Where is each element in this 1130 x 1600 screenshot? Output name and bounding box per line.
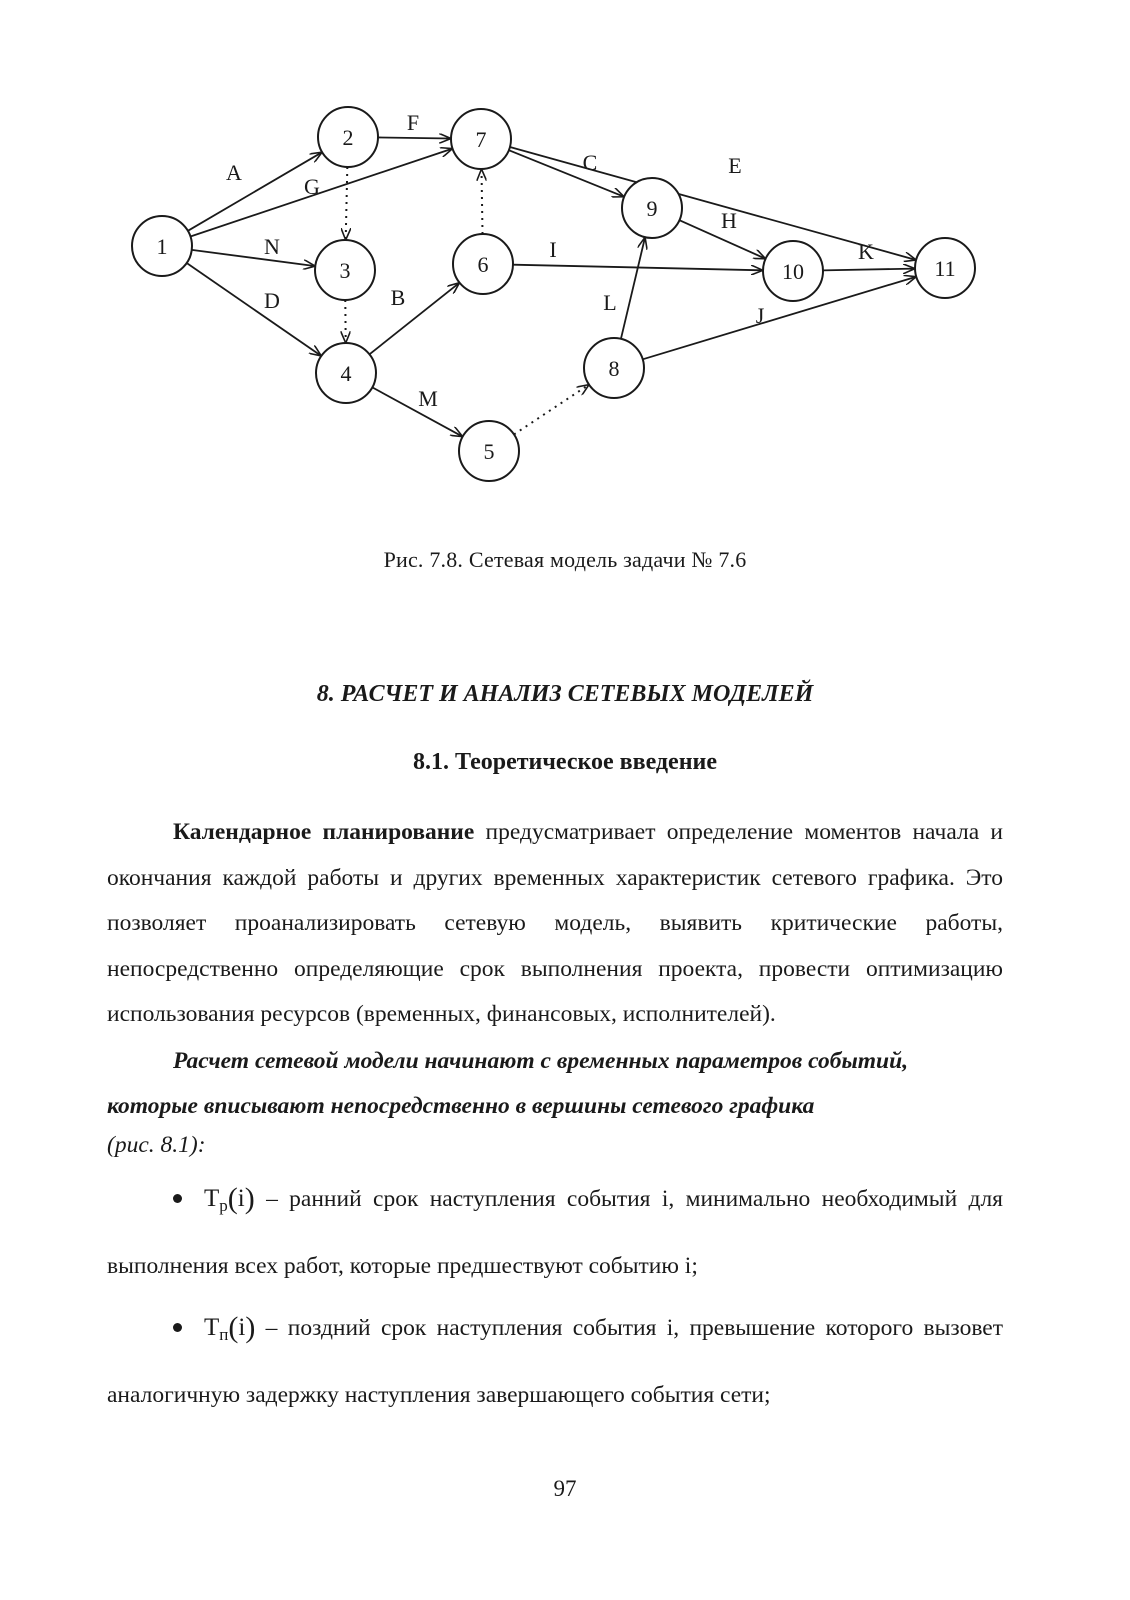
- node-label-2: 2: [342, 125, 354, 150]
- arrow-label-G: G: [304, 174, 320, 199]
- page-number: 97: [553, 1476, 577, 1501]
- paragraph-network-calculation: [107, 1039, 1003, 1161]
- arrow-4-5: [372, 387, 461, 436]
- chapter-title: 8. РАСЧЕТ И АНАЛИЗ СЕТЕВЫХ МОДЕЛЕЙ: [316, 681, 814, 707]
- arrow-label-J: J: [755, 303, 765, 328]
- network-diagram: [0, 0, 1130, 520]
- paragraph-network-calculation-text: Расчет сетевой модели начинают с временных параметров событий, которые вписывают непосредственно в вершины сетевого графика: [107, 1047, 909, 1119]
- arrow-1-3: [192, 250, 315, 266]
- arrow-label-I: I: [549, 237, 557, 262]
- node-label-11: 11: [934, 256, 956, 281]
- arrow-7-11: [510, 147, 915, 260]
- bullet-late-time-text: – поздний срок наступления события i, превышение которого вызовет аналогичную задержку наступления завершающего события сети;: [107, 1314, 1003, 1408]
- bullet-early-time: [107, 1169, 1003, 1296]
- arrow-label-H: H: [721, 208, 737, 233]
- arrow-1-2: [188, 153, 321, 231]
- body-text: [107, 810, 1003, 1425]
- arrow-label-K: K: [858, 239, 874, 264]
- arrow-8-9: [621, 238, 645, 339]
- symbol-early-time: $T_р(i)$: [204, 1181, 255, 1215]
- paragraph-calendar-planning: [107, 810, 1003, 1038]
- arrow-label-N: N: [264, 234, 280, 259]
- figure-caption: Рис. 7.8. Сетевая модель задачи № 7.6: [383, 547, 747, 572]
- arrow-2-7: [378, 137, 450, 138]
- bullet-early-time-text: – ранний срок наступления события i, минимально необходимый для выполнения всех работ, которые предшествуют событию i;: [107, 1185, 1003, 1279]
- node-label-3: 3: [339, 258, 351, 283]
- arrow-4-6: [369, 283, 458, 354]
- symbol-late-time: $T_п(i)$: [204, 1310, 256, 1344]
- bullet-icon: [173, 1323, 182, 1332]
- section-title: 8.1. Теоретическое введение: [412, 749, 718, 775]
- arrow-label-B: B: [390, 285, 406, 310]
- arrow-label-A: A: [226, 160, 242, 185]
- term-calendar-planning: Календарное планирование: [173, 819, 475, 845]
- node-label-8: 8: [608, 356, 620, 381]
- node-label-7: 7: [475, 127, 487, 152]
- arrow-5-8: [514, 385, 588, 434]
- arrow-label-D: D: [264, 288, 280, 313]
- arrow-label-L: L: [603, 290, 617, 315]
- arrow-2-3: [346, 167, 348, 239]
- paragraph-calendar-planning-text: предусматривает определение моментов начала и окончания каждой работы и других временных характеристик сетевого графика. Это позволяет проанализировать сетевую модель, выявить критические работы, непосредственно определяющие срок выполнения проекта, провести оптимизацию использования ресурсов (временных, финансовых, исполнителей).: [107, 819, 1003, 1027]
- node-label-5: 5: [483, 439, 495, 464]
- bullet-late-time: [107, 1298, 1003, 1425]
- arrow-label-M: M: [418, 386, 438, 411]
- node-label-6: 6: [477, 252, 489, 277]
- arrow-10-11: [823, 269, 914, 271]
- arrow-label-E: E: [728, 153, 742, 178]
- arrow-6-7: [481, 170, 482, 234]
- node-label-4: 4: [340, 361, 352, 386]
- arrow-label-F: F: [406, 110, 420, 135]
- figure-reference: (рис. 8.1):: [107, 1131, 206, 1158]
- arrow-1-4: [187, 263, 321, 355]
- node-label-9: 9: [646, 196, 658, 221]
- node-label-1: 1: [156, 234, 168, 259]
- arrow-label-C: C: [582, 150, 598, 175]
- bullet-icon: [173, 1194, 182, 1203]
- node-label-10: 10: [782, 259, 804, 284]
